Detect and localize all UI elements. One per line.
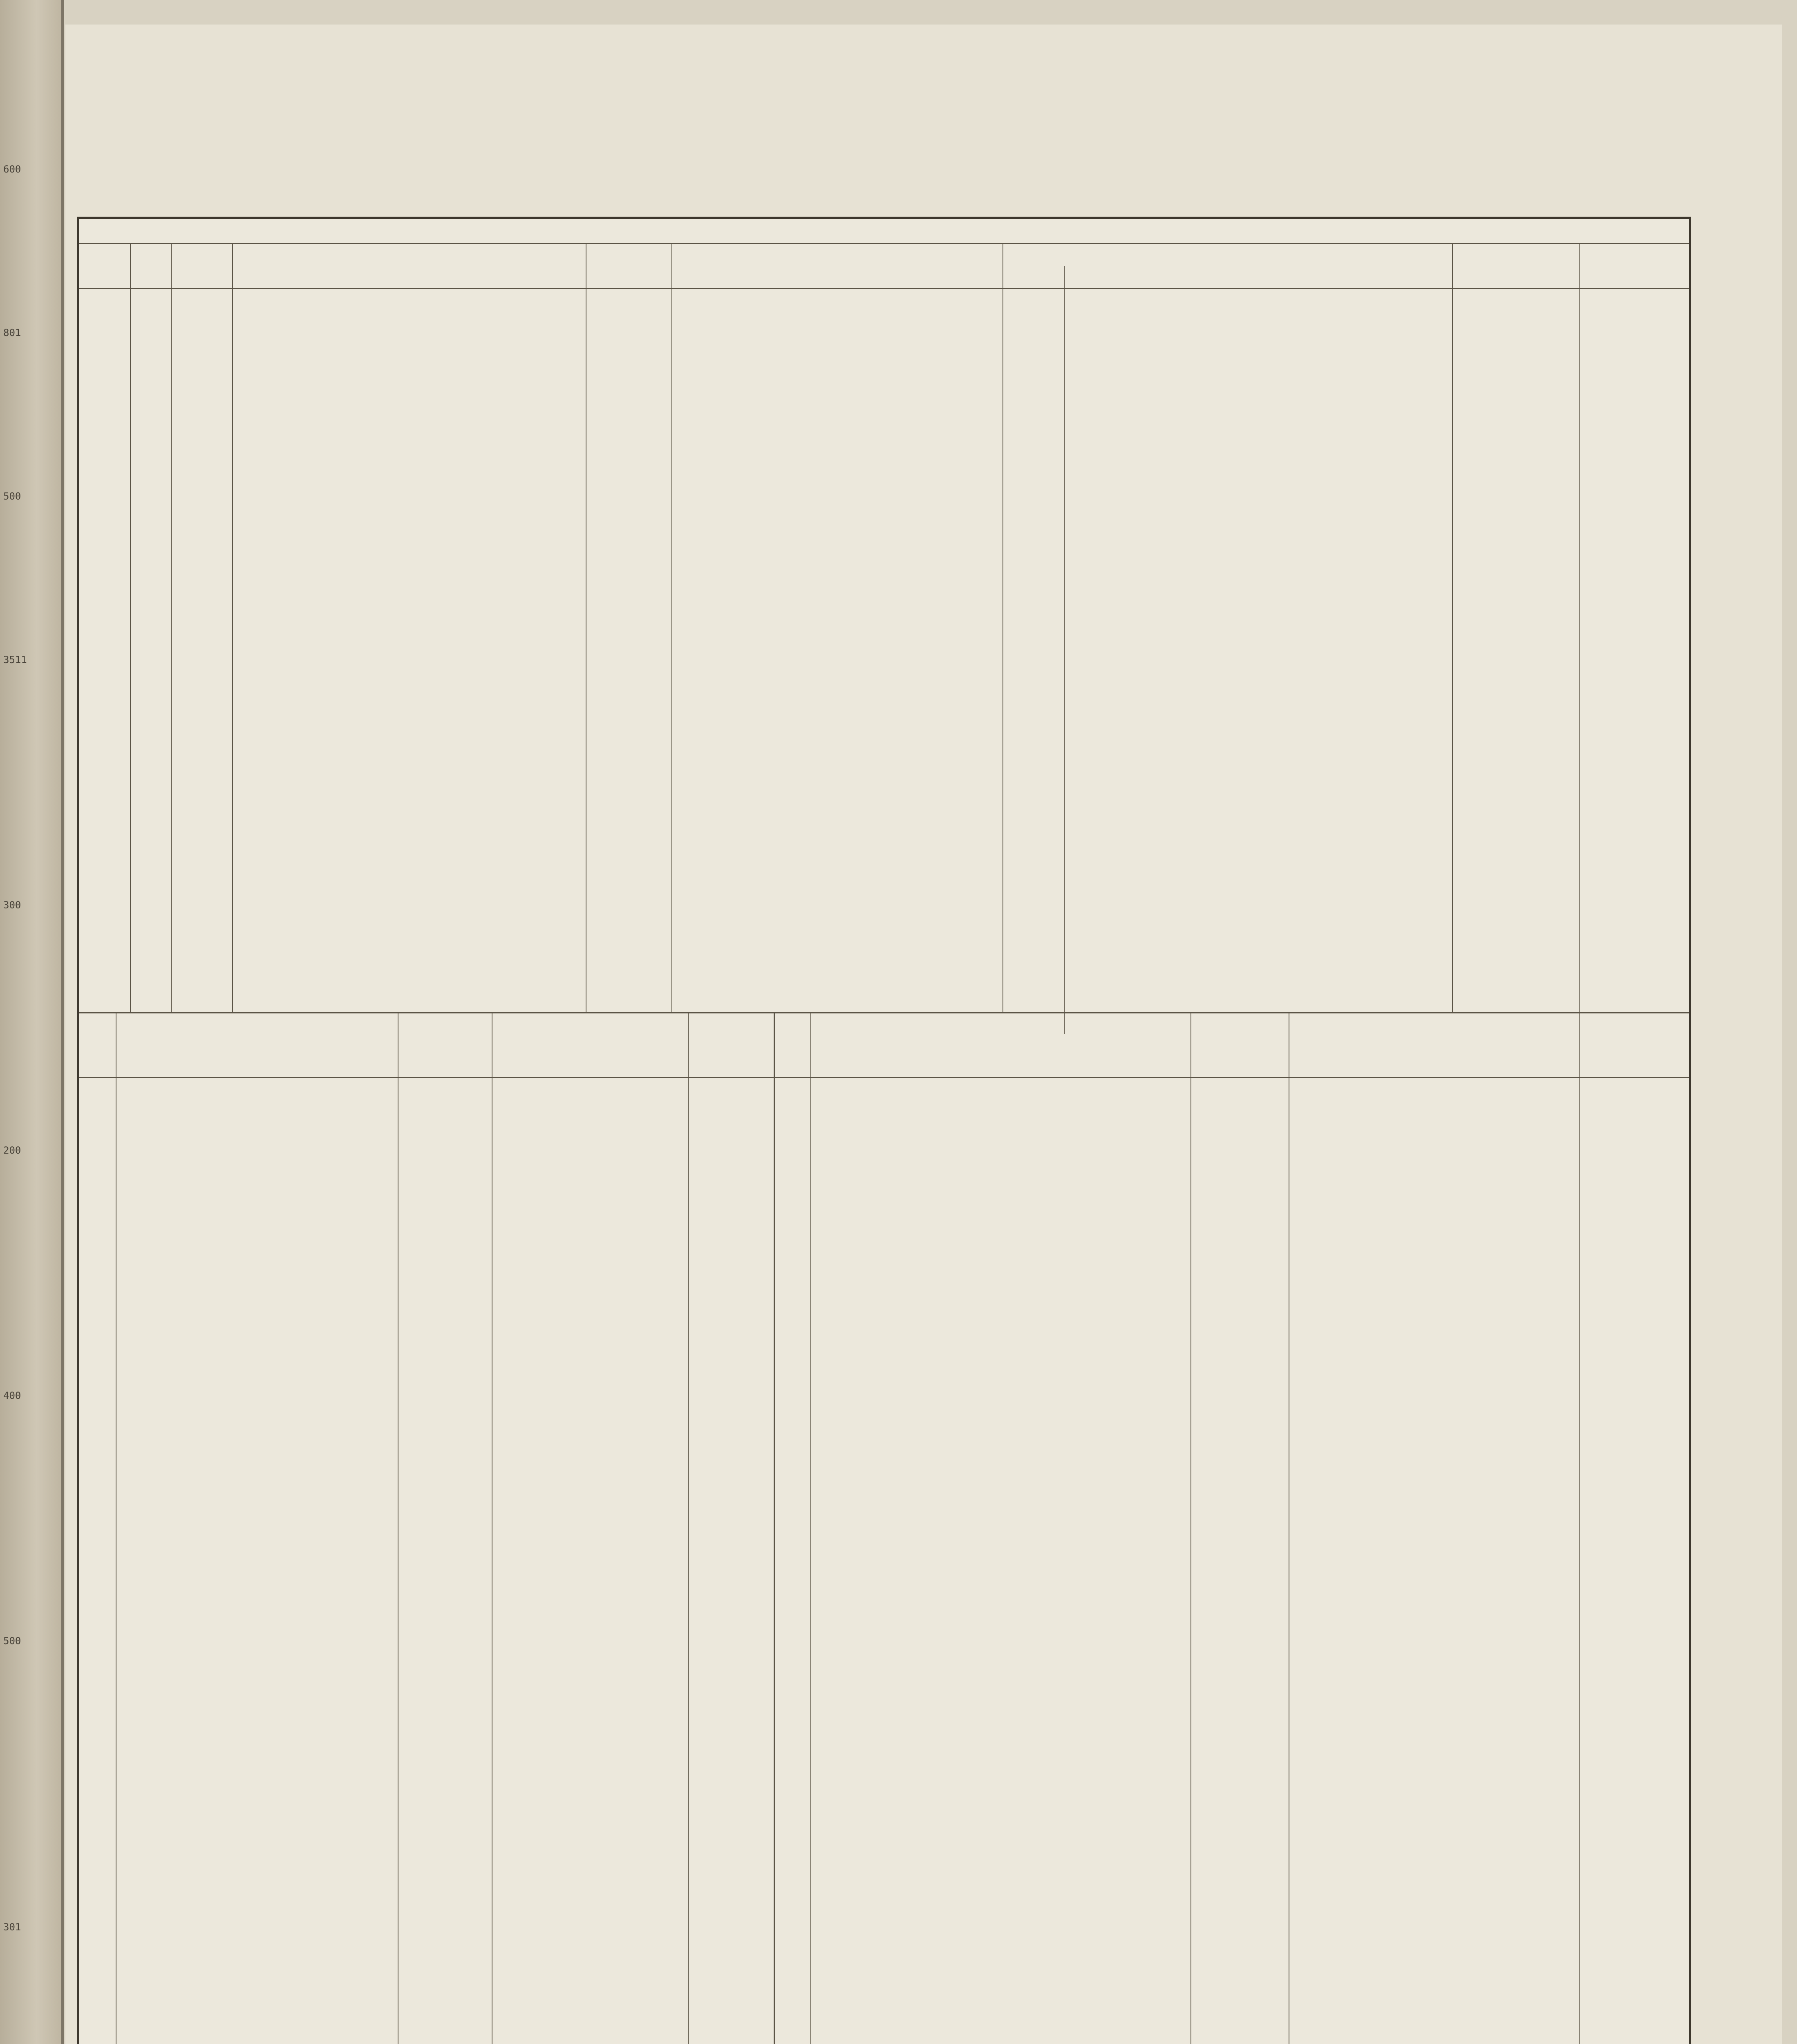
price-table-frame <box>77 217 1691 2044</box>
adjacent-page-edge: 600 801 500 3511 300 200 400 500 301 <box>0 0 64 2044</box>
newspaper-page <box>65 25 1782 2044</box>
